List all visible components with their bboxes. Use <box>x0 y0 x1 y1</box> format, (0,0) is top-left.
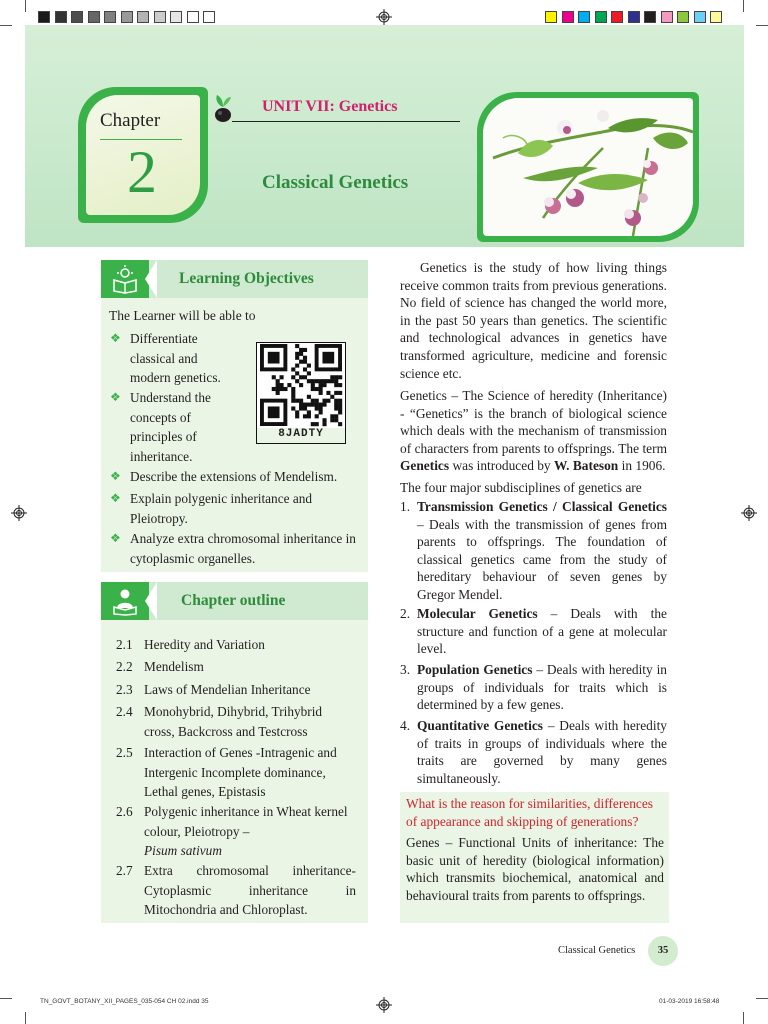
color-swatch <box>137 11 149 23</box>
registration-mark-icon <box>376 9 392 25</box>
chapter-title: Classical Genetics <box>262 172 409 193</box>
color-swatch <box>661 11 673 23</box>
answer-text: Genes – Functional Units of inheritance: The basic unit of heredity (biological information) which transmits biochemical, anatomical and behavioural traits from parents to offsprings. <box>406 835 664 903</box>
crop-mark <box>25 0 26 12</box>
registration-mark-icon <box>741 505 757 521</box>
color-swatch <box>578 11 590 23</box>
sprout-icon <box>212 91 234 123</box>
color-swatch <box>628 11 640 23</box>
diamond-bullet-icon: ❖ <box>110 469 121 483</box>
color-swatch <box>104 11 116 23</box>
list-item: ❖ Differentiate classical and modern genetics. <box>110 331 221 385</box>
crop-mark <box>756 998 768 999</box>
color-swatch <box>170 11 182 23</box>
diamond-bullet-icon: ❖ <box>110 491 121 505</box>
registration-mark-icon <box>376 997 392 1013</box>
crop-mark <box>743 0 744 12</box>
reader-icon <box>110 586 140 616</box>
color-swatch <box>71 11 83 23</box>
diamond-bullet-icon: ❖ <box>110 390 121 404</box>
color-swatch <box>694 11 706 23</box>
list-item: ❖ Describe the extensions of Mendelism. <box>130 467 365 487</box>
learning-objectives-heading: Learning Objectives <box>179 270 314 287</box>
subdisciplines-intro: The four major subdisciplines of genetics are <box>400 480 642 495</box>
qr-code-label: 8JADTY <box>278 428 324 440</box>
question-text: What is the reason for similarities, differences of appearance and skipping of generations? <box>406 796 654 829</box>
color-swatch <box>562 11 574 23</box>
running-title: Classical Genetics <box>558 945 636 956</box>
crop-mark <box>743 1012 744 1024</box>
slug-file: TN_GOVT_BOTANY_XII_PAGES_035-054 CH 02.indd 35 <box>40 998 209 1005</box>
page-number: 35 <box>657 945 669 956</box>
definition-paragraph: Genetics – The Science of heredity (Inheritance) - “Genetics” is the branch of biological science which deals with the mechanism of transmission of characters from parents to offsprings. The term Genetics was introduced by W. Bateson in 1906. <box>400 388 667 474</box>
color-swatch <box>644 11 656 23</box>
chevron-left-icon <box>145 260 157 298</box>
learning-objectives-intro: The Learner will be able to <box>109 308 256 323</box>
crop-mark <box>0 998 12 999</box>
pea-plant-photo <box>483 98 693 236</box>
color-swatch <box>55 11 67 23</box>
color-swatch <box>611 11 623 23</box>
color-swatch <box>595 11 607 23</box>
slug-date: 01-03-2019 16:58:48 <box>659 998 720 1005</box>
color-swatch <box>154 11 166 23</box>
chapter-outline-heading: Chapter outline <box>181 592 286 609</box>
color-swatch <box>203 11 215 23</box>
crop-mark <box>0 25 12 26</box>
list-item: ❖ Explain polygenic inheritance and Pleiotropy. <box>110 491 313 526</box>
list-item: ❖ Understand the concepts of principles of inheritance. <box>110 390 211 464</box>
list-item: ❖ Analyze extra chromosomal inheritance in cytoplasmic organelles. <box>110 531 356 566</box>
diamond-bullet-icon: ❖ <box>110 331 121 345</box>
unit-title: UNIT VII: Genetics <box>262 98 398 115</box>
color-swatch <box>88 11 100 23</box>
intro-paragraph: Genetics is the study of how living things receive common traits from previous generations. No field of science has changed the world more, in the past 50 years than genetics. The scientific and technological advances in genetics have transformed agriculture, medicine and forensic science etc. <box>400 260 667 381</box>
qr-code[interactable] <box>256 342 346 444</box>
chevron-left-icon <box>145 582 157 620</box>
color-swatch <box>38 11 50 23</box>
book-lightbulb-icon <box>110 264 140 294</box>
color-swatch <box>187 11 199 23</box>
color-swatch <box>545 11 557 23</box>
crop-mark <box>25 1012 26 1024</box>
chapter-number: 2 <box>127 139 157 205</box>
registration-mark-icon <box>11 505 27 521</box>
color-swatch <box>710 11 722 23</box>
crop-mark <box>756 25 768 26</box>
divider <box>232 121 460 122</box>
diamond-bullet-icon: ❖ <box>110 531 121 545</box>
chapter-word: Chapter <box>100 110 161 131</box>
color-swatch <box>121 11 133 23</box>
color-swatch <box>677 11 689 23</box>
